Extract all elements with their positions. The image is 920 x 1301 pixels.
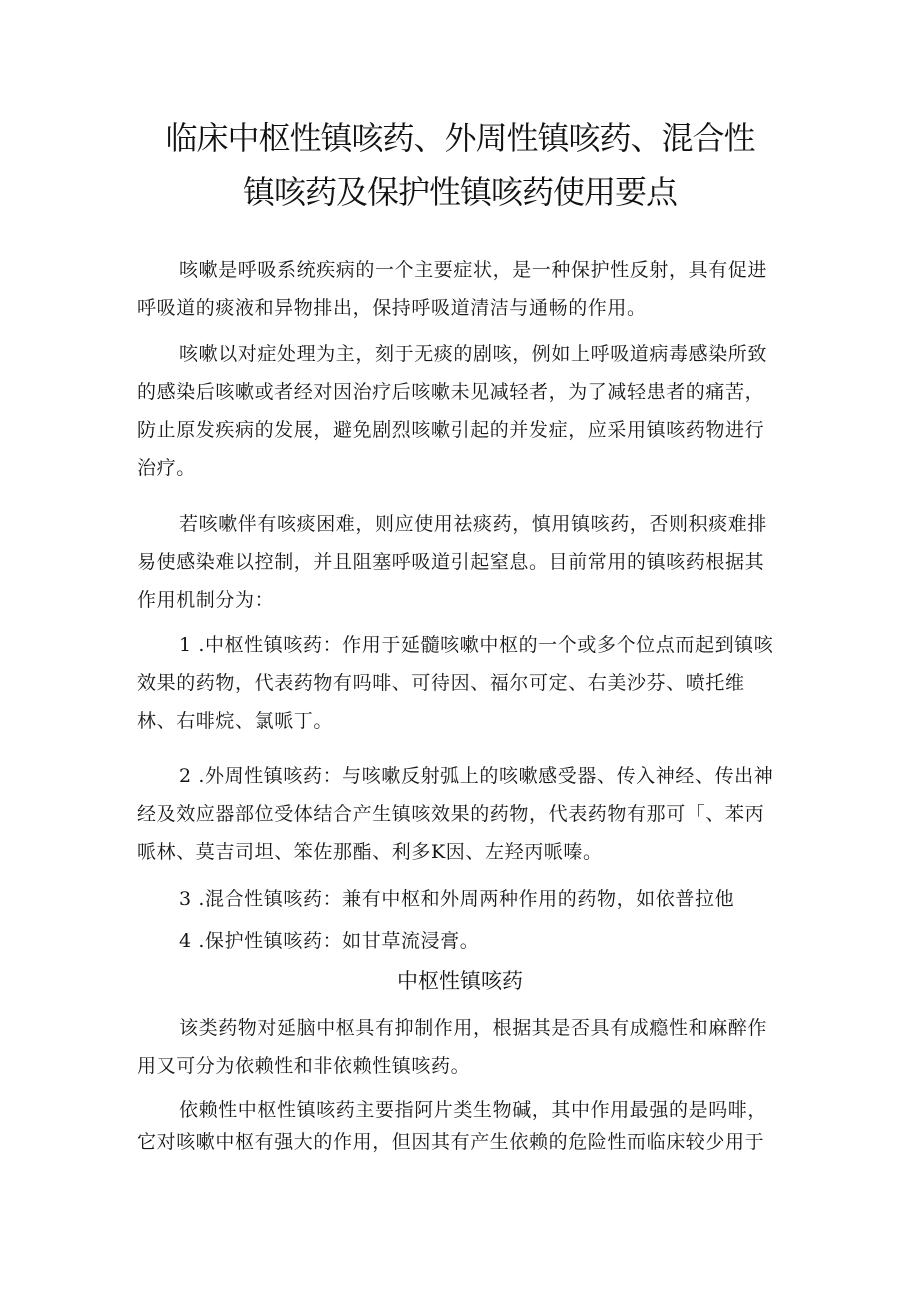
list-item-protective: 4 .保护性镇咳药：如甘草流浸膏。 xyxy=(179,930,480,952)
page-title xyxy=(100,111,820,219)
title-line-2: 镇咳药及保护性镇咳药使用要点 xyxy=(242,173,677,211)
title-line-1: 临床中枢性镇咳药、外周性镇咳药、混合性 xyxy=(165,119,755,157)
list-item-central: 1 .中枢性镇咳药：作用于延髓咳嗽中枢的一个或多个位点而起到镇咳效果的药物，代表药物有吗啡、可待因、福尔可定、右美沙芬、喷托维林、右啡烷、氯哌丁。 xyxy=(137,634,774,732)
list-item-mixed: 3 .混合性镇咳药：兼有中枢和外周两种作用的药物，如依普拉他 xyxy=(179,888,735,910)
paragraph-opioid: 依赖性中枢性镇咳药主要指阿片类生物碱，其中作用最强的是吗啡，它对咳嗽中枢有强大的作用，但因其有产生依赖的危险性而临床较少用于 xyxy=(137,1099,768,1153)
section-heading: 中枢性镇咳药 xyxy=(397,969,523,993)
paragraph-central-intro: 该类药物对延脑中枢具有抑制作用，根据其是否具有成瘾性和麻醉作用又可分为依赖性和非依赖性镇咳药。 xyxy=(137,1017,768,1077)
paragraph-expectorant: 若咳嗽伴有咳痰困难，则应使用祛痰药，慎用镇咳药，否则积痰难排易使感染难以控制，并且阻塞呼吸道引起窒息。目前常用的镇咳药根据其作用机制分为： xyxy=(137,513,768,611)
list-item-peripheral: 2 .外周性镇咳药：与咳嗽反射弧上的咳嗽感受器、传入神经、传出神经及效应器部位受体结合产生镇咳效果的药物，代表药物有那可「、苯丙哌林、莫吉司坦、笨佐那酯、利多K因、左羟丙哌嗪。 xyxy=(137,765,774,863)
paragraph-treatment: 咳嗽以对症处理为主，刻于无痰的剧咳，例如上呼吸道病毒感染所致的感染后咳嗽或者经对因治疗后咳嗽未见减轻者，为了减轻患者的痛苦，防止原发疾病的发展，避免剧烈咳嗽引起的并发症，应采用镇咳药物进行治疗。 xyxy=(137,343,768,479)
paragraph-intro: 咳嗽是呼吸系统疾病的一个主要症状，是一种保护性反射，具有促进呼吸道的痰液和异物排出，保持呼吸道清洁与通畅的作用。 xyxy=(137,259,768,319)
